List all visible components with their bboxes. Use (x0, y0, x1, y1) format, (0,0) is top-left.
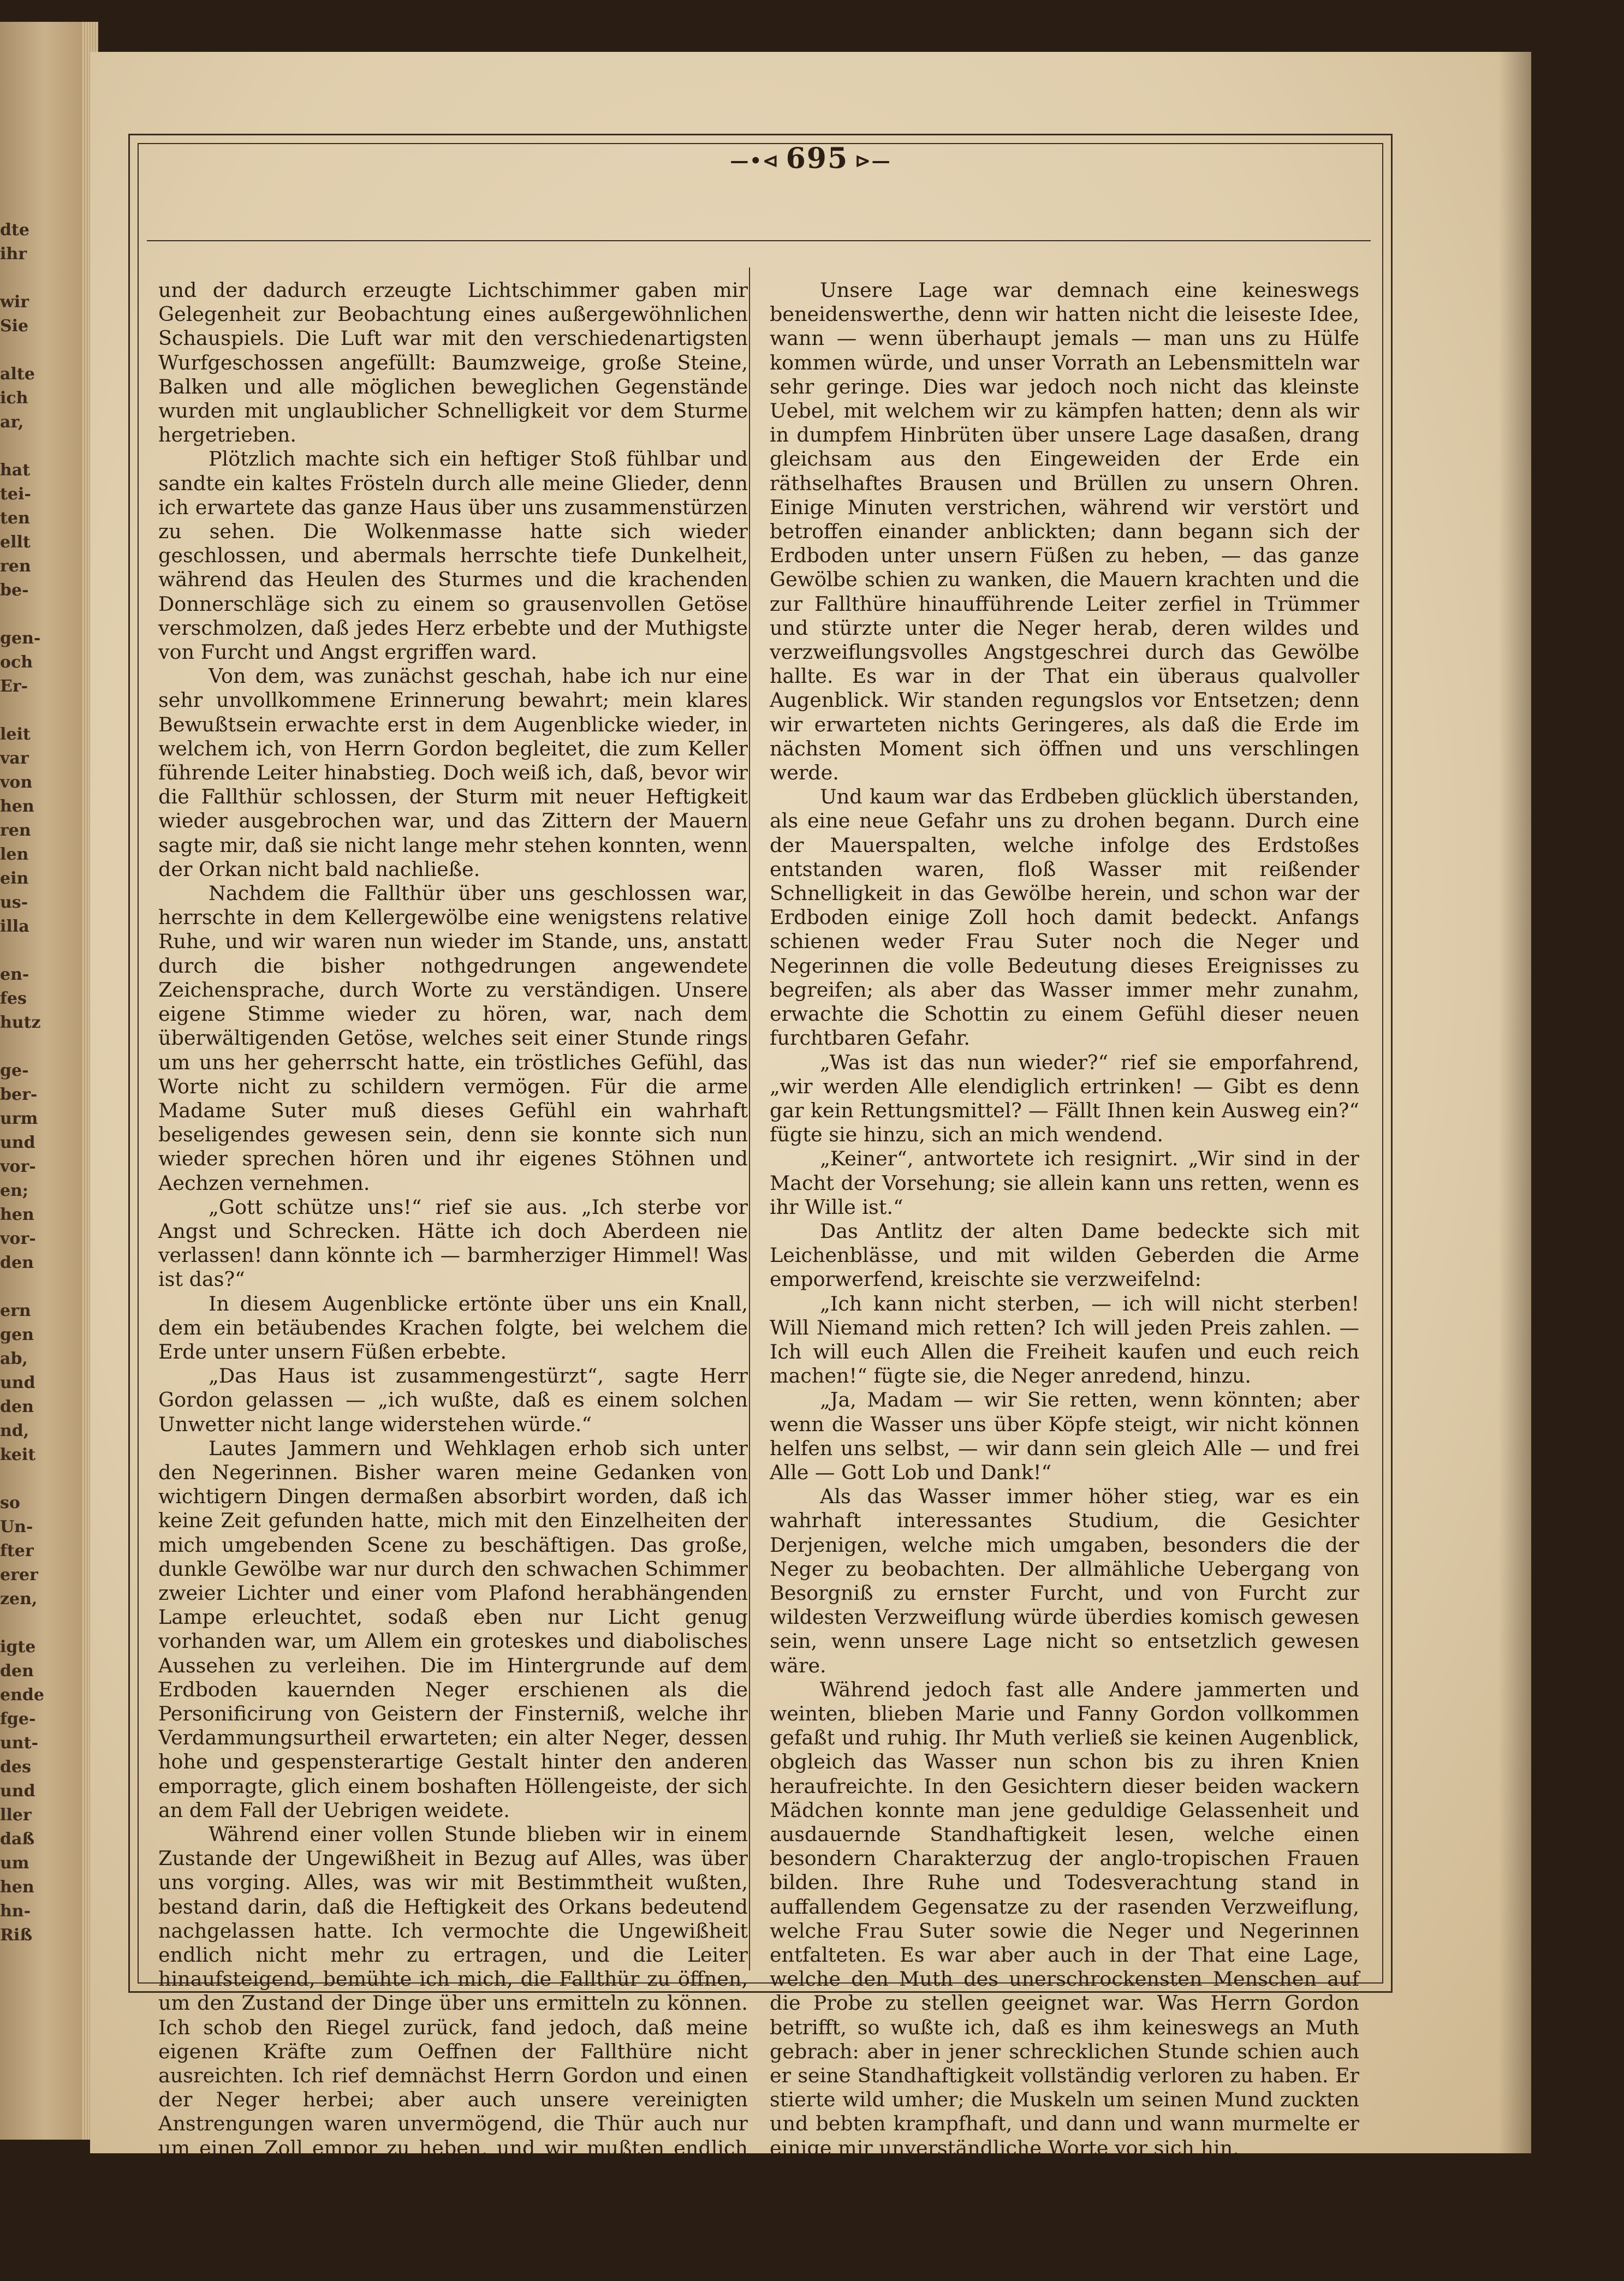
facing-page-fragment: hen (0, 1205, 34, 1224)
facing-page-fragment: ber- (0, 1085, 38, 1104)
facing-page-fragment: den (0, 1661, 34, 1681)
facing-page-fragment: illa (0, 917, 29, 936)
paragraph: Während jedoch fast alle Andere jammerten und weinten, blieben Marie und Fanny Gordon vollkommen gefaßt und ruhig. Ihr Muth verließ sie keinen Augenblick, obgleich das Wasser nun schon bis zu ihren Knien heraufreichte. In den Gesichtern dieser beiden wackern Mädchen konnte man jene geduldige Gelassenheit und ausdauernde Standhaftigkeit lesen, welche einen besondern Charakterzug der anglo-tropischen Frauen bilden. Ihre Ruhe und Todesverachtung stand in auffallendem Gegensatze zu der rasenden Verzweiflung, welche Frau Suter sowie die Neger und Negerinnen entfalteten. Es war aber auch in der That eine Lage, welche den Muth des unerschrockensten Menschen auf die Probe zu stellen geeignet war. Was Herrn Gordon betrifft, so wußte ich, daß es ihm keineswegs an Muth gebrach: aber in jener schrecklichen Stunde schien auch er seine Standhaftigkeit vollständig verloren zu haben. Er stierte wild umher; die Muskeln um seinen Mund zuckten und bebten krampfhaft, und dann und wann murmelte er einige mir unverständliche Worte vor sich hin. (770, 1677, 1359, 2160)
facing-page-fragment: och (0, 653, 33, 672)
facing-page-fragment: ende (0, 1686, 44, 1705)
facing-page-fragment (0, 939, 82, 963)
facing-page-fragment: unt- (0, 1734, 38, 1753)
header-rule (147, 240, 1371, 241)
facing-page-fragment: ab, (0, 1349, 28, 1368)
paragraph: Und kaum war das Erdbeben glücklich überstanden, als eine neue Gefahr uns zu drohen begann. Durch eine der Mauerspalten, welche infolge des Erdstoßes entstanden waren, floß Wasser mit reißender Schnelligkeit in das Gewölbe herein, und schon war der Erdboden einige Zoll hoch damit bedeckt. Anfangs schienen weder Frau Suter noch die Neger und Negerinnen die volle Bedeutung dieses Ereignisses zu begreifen; als aber das Wasser immer mehr zunahm, erwachte die Schottin zu einem Gefühl dieser neuen furchtbaren Gefahr. (770, 785, 1359, 1050)
facing-page-fragment: leit (0, 725, 31, 744)
right-text-column (770, 278, 1359, 2184)
paragraph: Von dem, was zunächst geschah, habe ich nur eine sehr unvollkommene Erinnerung bewahrt; mein klares Bewußtsein erwachte erst in dem Augenblicke wieder, in welchem ich, von Herrn Gordon begleitet, die zum Keller führende Leiter hinabstieg. Doch weiß ich, daß, bevor wir die Fallthür schlossen, der Sturm mit neuer Heftigkeit wieder ausgebrochen war, und das Zittern der Mauern sagte mir, daß sie nicht lange mehr stehen konnten, wenn der Orkan nicht bald nachließe. (158, 664, 748, 881)
paragraph: „Was ist das nun wieder?“ rief sie emporfahrend, „wir werden Alle elendiglich ertrinken! — Gibt es denn gar kein Rettungsmittel? — Fällt Ihnen kein Ausweg ein?“ fügte sie hinzu, sich an mich wendend. (770, 1050, 1359, 1147)
facing-page-fragment: hen (0, 1878, 34, 1897)
facing-page-fragment: und (0, 1133, 35, 1152)
facing-page-fragment: igte (0, 1637, 36, 1657)
facing-page-fragment: ern (0, 1301, 31, 1320)
facing-page-fragment: tei- (0, 485, 31, 504)
paragraph: Lautes Jammern und Wehklagen erhob sich unter den Negerinnen. Bisher waren meine Gedanken von wichtigern Dingen dermaßen absorbirt worden, daß ich keine Zeit gefunden hatte, mich mit den Einzelheiten der mich umgebenden Scene zu beschäftigen. Das große, dunkle Gewölbe war nur durch den schwachen Schimmer zweier Lichter und einer vom Plafond herabhängenden Lampe erleuchtet, sodaß eben nur Licht genug vorhanden war, um Allem ein groteskes und diabolisches Aussehen zu verleihen. Die im Hintergrunde auf dem Erdboden kauernden Neger erschienen als die Personificirung von Geistern der Finsterniß, welche ihr Verdammungsurtheil erwarteten; ein alter Neger, dessen hohe und gespensterartige Gestalt hinter den anderen emporragte, glich einem boshaften Höllengeiste, der sich an dem Fall der Uebrigen weidete. (158, 1436, 748, 1822)
facing-page-fragment (0, 266, 82, 290)
facing-page-fragment: gen (0, 1325, 34, 1344)
facing-page-fragment: en; (0, 1181, 28, 1200)
facing-page-fragment: von (0, 773, 33, 792)
facing-page-fragment: hen (0, 797, 34, 816)
facing-page-fragment: vor- (0, 1229, 36, 1248)
left-ornament: —•⊲ (730, 150, 780, 172)
facing-page-fragment: gen- (0, 629, 41, 648)
facing-page-fragment: fter (0, 1541, 34, 1561)
right-ornament: ⊳— (855, 150, 891, 172)
facing-page-fragment: fes (0, 989, 27, 1008)
facing-page-fragment: ar, (0, 413, 24, 432)
facing-page-fragment: zen, (0, 1589, 38, 1609)
facing-page-fragment: hat (0, 461, 31, 480)
facing-page-fragment: vor- (0, 1157, 36, 1176)
facing-page-fragment (0, 603, 82, 627)
paragraph: Zoll für Zoll stieg das Wasser, bis es meine Weste er- (820, 2160, 1353, 2184)
paragraph: „Ich kann nicht sterben, — ich will nicht sterben! Will Niemand mich retten? Ich will jeden Preis zahlen. — Ich will euch Allen die Freiheit kaufen und euch reich machen!“ fügte sie, die Neger anredend, hinzu. (770, 1291, 1359, 1388)
facing-page-fragment (0, 338, 82, 362)
facing-page-fragment: hn- (0, 1902, 31, 1921)
facing-page-fragment: wir (0, 293, 29, 312)
facing-page-fragment: Un- (0, 1517, 33, 1536)
facing-page-fragment: um (0, 1854, 29, 1873)
paragraph: In diesem Augenblicke ertönte über uns ein Knall, dem ein betäubendes Krachen folgte, bei welchem die Erde unter unsern Füßen erbebte. (158, 1291, 748, 1363)
facing-page-fragment (0, 1275, 82, 1299)
paragraph: Das Antlitz der alten Dame bedeckte sich mit Leichenblässe, und mit wilden Geberden die Arme emporwerfend, kreischte sie verzweifelnd: (770, 1219, 1359, 1291)
facing-page-fragment: ten (0, 509, 30, 528)
facing-page-fragment: nd, (0, 1421, 29, 1440)
paragraph: Als das Wasser immer höher stieg, war es ein wahrhaft interessantes Studium, die Gesichter Derjenigen, welche mich umgaben, besonders die der Neger zu beobachten. Der allmähliche Uebergang von Besorgniß zu ernster Furcht, und von Furcht zur wildesten Verzweiflung würde überdies komisch gewesen sein, wenn unsere Lage nicht so entsetzlich gewesen wäre. (770, 1485, 1359, 1677)
paragraph: „Das Haus ist zusammengestürzt“, sagte Herr Gordon gelassen — „ich wußte, daß es einem solchen Unwetter nicht lange widerstehen würde.“ (158, 1364, 748, 1436)
facing-page-fragment: us- (0, 893, 28, 912)
facing-page-fragment (0, 1035, 82, 1059)
facing-page-fragment: en- (0, 965, 29, 984)
facing-page-fragment: ge- (0, 1061, 29, 1080)
facing-page-fragment: fge- (0, 1710, 36, 1729)
page-number: 695 (786, 142, 849, 175)
paragraph: „Keiner“, antwortete ich resignirt. „Wir sind in der Macht der Vorsehung; sie allein kann uns retten, wenn es ihr Wille ist.“ (770, 1147, 1359, 1219)
facing-page-fragment (0, 1467, 82, 1491)
paragraph: und der dadurch erzeugte Lichtschimmer gaben mir Gelegenheit zur Beobachtung eines außergewöhnlichen Schauspiels. Die Luft war mit den verschiedenartigsten Wurfgeschossen angefüllt: Baumzweige, große Steine, Balken und alle möglichen beweglichen Gegenstände wurden mit unglaublicher Schnelligkeit vor dem Sturme hergetrieben. (158, 278, 748, 447)
facing-page-fragment: ellt (0, 533, 31, 552)
paragraph: Während einer vollen Stunde blieben wir in einem Zustande der Ungewißheit in Bezug auf Alles, was über uns vorging. Alles, was wir mit Bestimmtheit wußten, bestand darin, daß die Heftigkeit des Orkans bedeutend nachgelassen hatte. Ich vermochte die Ungewißheit endlich nicht mehr zu ertragen, und die Leiter hinaufsteigend, bemühte ich mich, die Fallthür zu öffnen, um den Zustand der Dinge über uns ermitteln zu können. Ich schob den Riegel zurück, fand jedoch, daß meine eigenen Kräfte zum Oeffnen der Fallthüre nicht ausreichten. Ich rief demnächst Herrn Gordon und einen der Neger herbei; aber auch unsere vereinigten Anstrengungen waren unvermögend, die Thür auch nur um einen Zoll empor zu heben, und wir mußten endlich von unserm Versuche abstehen, denn es war offenbar, daß die Trümmer des zusammengestürzten Hauses sich über die Fallthür gelegt hatten und daß wir, bis Beistand von außerhalb uns zutheil würde, hoffnungslos eingekerkert waren. (158, 1823, 748, 2280)
facing-page-fragment: und (0, 1782, 35, 1801)
facing-page-fragment: erer (0, 1565, 38, 1585)
facing-page-fragment: var (0, 749, 29, 768)
left-text-column (158, 278, 748, 2281)
paragraph: „Ja, Madam — wir Sie retten, wenn könnten; aber wenn die Wasser uns über Köpfe steigt, wir nicht können helfen uns selbst, — wir dann sein gleich Alle — und frei Alle — Gott Lob und Dank!“ (770, 1388, 1359, 1484)
facing-page-fragment: so (0, 1493, 20, 1512)
facing-page-fragment (0, 434, 82, 458)
facing-page-fragment: den (0, 1253, 34, 1272)
facing-page-fragment: ren (0, 557, 31, 576)
facing-page-fragment (0, 699, 82, 723)
facing-page-fragment: len (0, 845, 29, 864)
facing-page-fragment: hutz (0, 1013, 41, 1032)
paragraph: Unsere Lage war demnach eine keineswegs beneidenswerthe, denn wir hatten nicht die leiseste Idee, wann — wenn überhaupt jemals — man uns zu Hülfe kommen würde, und unser Vorrath an Lebensmitteln war sehr geringe. Dies war jedoch noch nicht das kleinste Uebel, mit welchem wir zu kämpfen hatten; denn als wir in dumpfem Hinbrüten über unsere Lage dasaßen, drang gleichsam aus den Eingeweiden der Erde ein räthselhaftes Brausen und Brüllen zu unsern Ohren. Einige Minuten verstrichen, während wir verstört und betroffen einander anblickten; dann begann sich der Erdboden unter unsern Füßen zu heben, — das ganze Gewölbe schien zu wanken, die Mauern krachten und die zur Fallthüre hinaufführende Leiter zerfiel in Trümmer und stürzte unter die Neger herab, deren wildes und verzweiflungsvolles Angstgeschrei durch das Gewölbe hallte. Es war in der That ein überaus qualvoller Augenblick. Wir standen regungslos vor Entsetzen; denn wir erwarteten nichts Geringeres, als daß die Erde im nächsten Moment sich öffnen und uns verschlingen werde. (770, 278, 1359, 785)
facing-page-fragment: des (0, 1758, 31, 1777)
facing-page-fragment: Er- (0, 677, 28, 696)
facing-page-fragment: ren (0, 821, 31, 840)
facing-page-fragment: Riß (0, 1926, 33, 1945)
facing-page-fragment: Sie (0, 317, 29, 336)
facing-page-fragment: ich (0, 389, 28, 408)
binding-shadow (1498, 52, 1531, 2153)
facing-page-fragment: urm (0, 1109, 38, 1128)
paragraph: Plötzlich machte sich ein heftiger Stoß fühlbar und sandte ein kaltes Frösteln durch alle meine Glieder, denn ich erwartete das ganze Haus über uns zusammenstürzen zu sehen. Die Wolkenmasse hatte sich wieder geschlossen, und abermals herrschte tiefe Dunkelheit, während das Heulen des Sturmes und die krachenden Donnerschläge sich zu einem so grausenvollen Getöse verschmolzen, daß jedes Herz erbebte und der Muthigste von Furcht und Angst ergriffen ward. (158, 447, 748, 664)
facing-page-text-fragments (0, 218, 82, 1948)
book-page (90, 52, 1548, 2280)
page-header (90, 142, 1531, 175)
facing-page-fragment: den (0, 1397, 34, 1416)
facing-page-fragment: ller (0, 1806, 32, 1825)
facing-page-fragment: ein (0, 869, 29, 888)
facing-page-fragment: daß (0, 1830, 35, 1849)
facing-page-fragment: und (0, 1373, 35, 1392)
facing-page-edge (0, 22, 82, 2140)
facing-page-fragment (0, 1611, 82, 1635)
facing-page-fragment: ihr (0, 245, 27, 264)
facing-page-fragment: alte (0, 365, 35, 384)
facing-page-fragment: keit (0, 1445, 36, 1464)
facing-page-fragment: dte (0, 221, 29, 240)
facing-page-fragment: be- (0, 581, 29, 600)
paragraph: „Gott schütze uns!“ rief sie aus. „Ich sterbe vor Angst und Schrecken. Hätte ich doch Aberdeen nie verlassen! dann könnte ich — barmherziger Himmel! Was ist das?“ (158, 1195, 748, 1291)
column-divider (749, 267, 750, 1970)
paragraph: Nachdem die Fallthür über uns geschlossen war, herrschte in dem Kellergewölbe eine wenigstens relative Ruhe, und wir waren nun wieder im Stande, uns, anstatt durch die bisher nothgedrungen angewendete Zeichensprache, durch Worte zu verständigen. Unsere eigene Stimme wieder zu hören, war, nach dem überwältigenden Getöse, welches seit einer Stunde rings um uns her geherrscht hatte, ein tröstliches Gefühl, das Worte nicht zu schildern vermögen. Für die arme Madame Suter muß dieses Gefühl ein wahrhaft beseligendes gewesen sein, denn sie konnte sich nun wieder sprechen hören und ihr eigenes Stöhnen und Aechzen vernehmen. (158, 882, 748, 1195)
